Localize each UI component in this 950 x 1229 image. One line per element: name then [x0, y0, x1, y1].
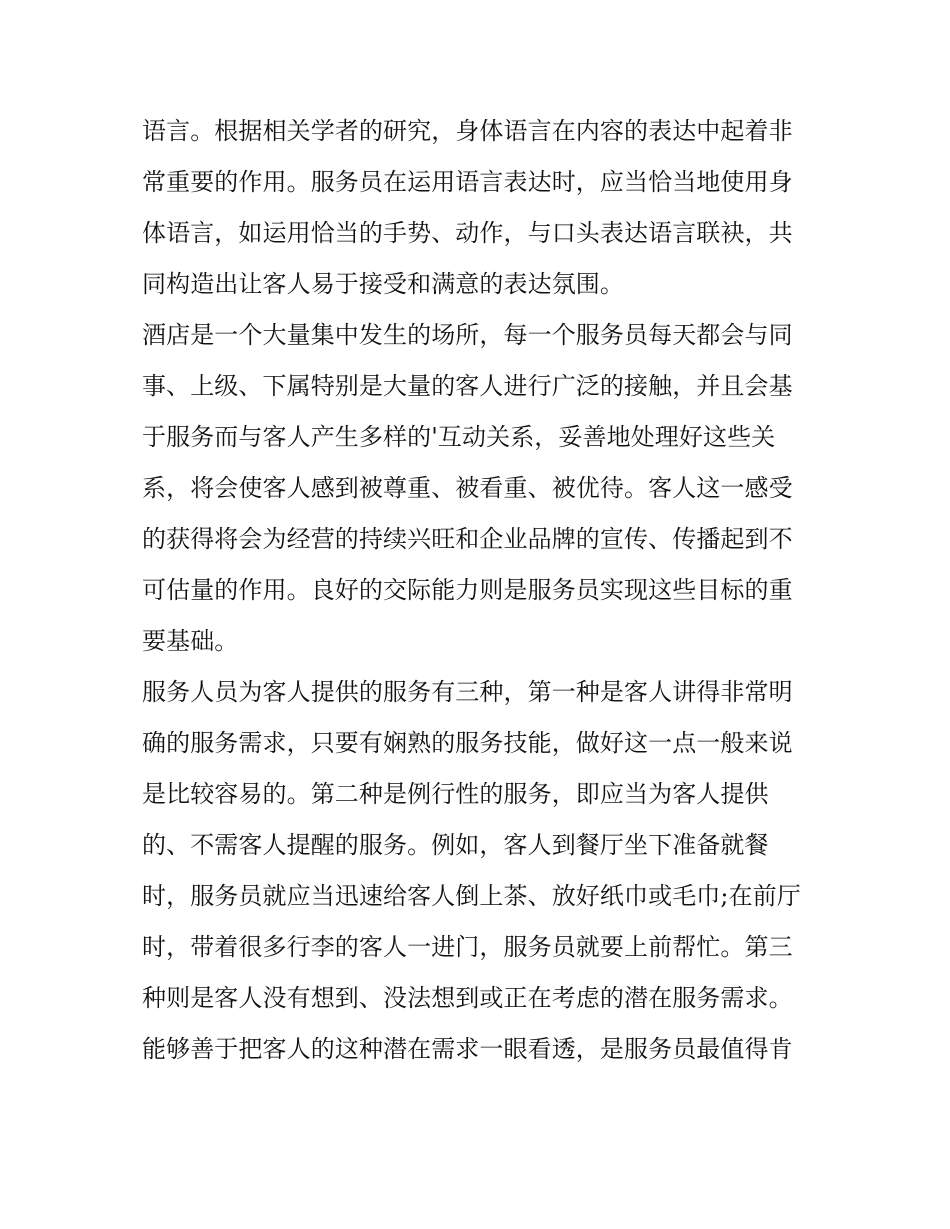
paragraph-body-language: 语言。根据相关学者的研究，身体语言在内容的表达中起着非常重要的作用。服务员在运用语言表达时，应当恰当地使用身体语言，如运用恰当的手势、动作，与口头表达语言联袂，共同构造出让客人易于接受和满意的表达氛围。: [142, 117, 793, 298]
paragraph-three-services: 服务人员为客人提供的服务有三种，第一种是客人讲得非常明确的服务需求，只要有娴熟的服务技能，做好这一点一般来说是比较容易的。第二种是例行性的服务，即应当为客人提供的、不需客人提醒的服务。例如，客人到餐厅坐下准备就餐时，服务员就应当迅速给客人倒上茶、放好纸巾或毛巾;在前厅时，带着很多行李的客人一进门，服务员就要上前帮忙。第三种则是客人没有想到、没法想到或正在考虑的潜在服务需求。: [142, 678, 801, 1012]
paragraph-potential-needs: 能够善于把客人的这种潜在需求一眼看透，是服务员最值得肯: [142, 1035, 793, 1063]
paragraph-hotel-interaction: 酒店是一个大量集中发生的场所，每一个服务员每天都会与同事、上级、下属特别是大量的客人进行广泛的接触，并且会基于服务而与客人产生多样的'互动关系，妥善地处理好这些关系，将会使客人感到被尊重、被看重、被优待。客人这一感受的获得将会为经营的持续兴旺和企业品牌的宣传、传播起到不可估量的作用。良好的交际能力则是服务员实现这些目标的重要基础。: [142, 321, 793, 655]
document-page: [142, 106, 814, 1075]
